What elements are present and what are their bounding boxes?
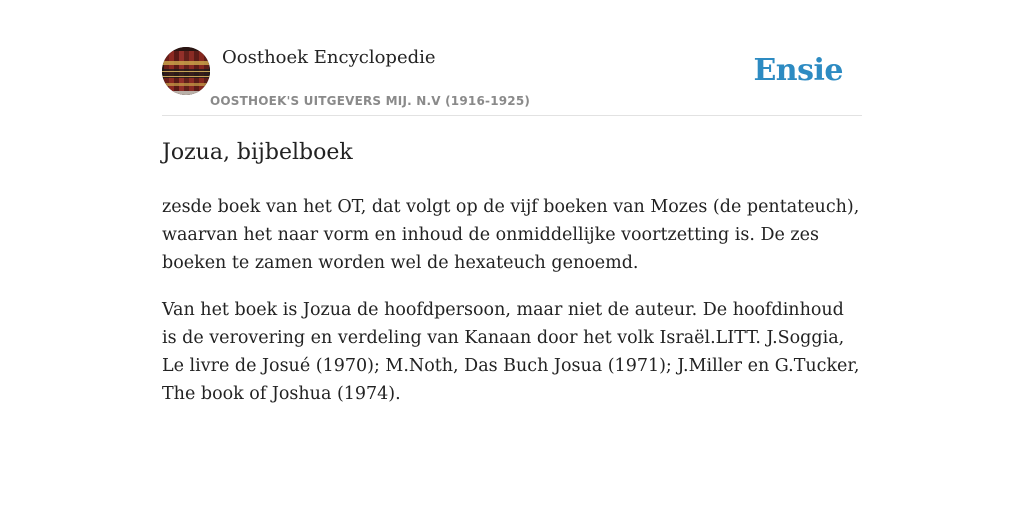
brand-logo[interactable]: Ensie [753, 53, 843, 88]
article-paragraph: Van het boek is Jozua de hoofdpersoon, maar niet de auteur. De hoofdinhoud is de verovering en verdeling van Kanaan door het volk Israël.LITT. J.Soggia, Le livre de Josué (1970); M.Noth, Das Buch Josua (1971); J.Miller en G.Tucker, The book of Joshua (1974). [162, 300, 860, 404]
article-paragraph: zesde boek van het OT, dat volgt op de vijf boeken van Mozes (de pentateuch), waarvan het naar vorm en inhoud de onmiddellijke voortzetting is. De zes boeken te zamen worden wel de hexateuch genoemd. [162, 197, 860, 273]
publisher-name[interactable]: Oosthoek Encyclopedie [222, 47, 436, 68]
publisher-subtitle: OOSTHOEK'S UITGEVERS MIJ. N.V (1916-1925) [210, 94, 531, 108]
publisher-avatar[interactable] [162, 47, 210, 95]
article-title: Jozua, bijbelboek [162, 140, 353, 165]
article-body [162, 193, 862, 427]
encyclopedia-books-icon [162, 47, 210, 95]
site-header [162, 46, 862, 116]
